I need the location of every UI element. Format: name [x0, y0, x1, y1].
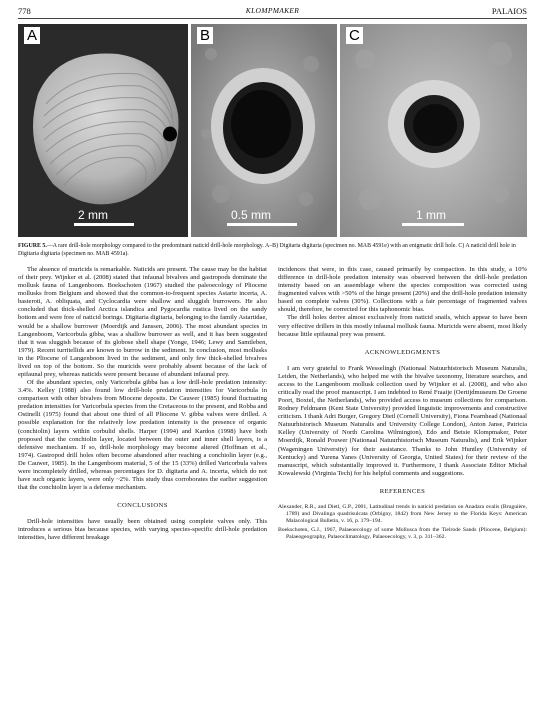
- drill-hole-photo-b: [191, 24, 337, 237]
- scale-text-c: 1 mm: [416, 208, 446, 222]
- scale-bar-a: [74, 223, 134, 226]
- reference-entry: Alexander, R.R., and Dietl, G.P., 2001, Latitudinal trends in naticid predation on Anadara ovalis (Bruguière, 1789) and Divalinga quadrisulcata (Orbigny, 1842) from New Jersey to the Florida Keys: American Malacological Bulletin, v. 16, p. 179–194.: [278, 503, 527, 525]
- acknowledgments-heading: ACKNOWLEDGMENTS: [364, 348, 441, 356]
- figure-panel-a: [18, 24, 188, 237]
- conclusions-paragraph: Drill-hole intensities have usually been obtained using complete valves only. This introduces a serious bias because species, with varying species-specific drill-hole predation intensities, have different breakage: [18, 518, 267, 542]
- panel-label-a: A: [24, 27, 40, 44]
- left-column: [18, 266, 267, 543]
- drill-hole-photo-c: [340, 24, 527, 237]
- caption-label: FIGURE 5.: [18, 243, 47, 249]
- figure-caption: [18, 242, 527, 258]
- scale-text-b: 0.5 mm: [231, 208, 272, 222]
- panel-label-b: B: [197, 27, 213, 44]
- header-rule: [18, 18, 527, 19]
- right-column: [278, 266, 527, 542]
- scale-bar-c: [402, 223, 464, 226]
- caption-text: —A rare drill-hole morphology compared to the predominant naticid drill-hole morphology. A–B) Digitaria digitaria (specimen no. MAB 4591e) with an enigmatic drill hole. C) A naticid drill hole in Digitaria digitaria (specimen no. MAB 4591a).: [18, 243, 516, 257]
- references-list: [278, 504, 527, 541]
- scale-bar-b: [227, 223, 297, 226]
- body-paragraph: The absence of muricids is remarkable. Naticids are present. The cause may be the habitat of their prey. Wijnker et al. (2008) stated that infaunal bivalves and gastropods dominate the mollusk fauna of Langenboom. Boekschoten (1967) studied the paleoecology of Pliocene mollusks from Belgium and showed that the common-to-frequent species Astarte incerta, A. basteroti, A. obliquata, and Cyclocardia were shallow and sluggish burrowers. He also concluded that thick-shelled Arctica islandica and Pygocardia rustica lived on the sandy bottom and were free of naticid borings. Digitaria digitaria, belonging to the family Astartidae, would be a shallow burrower (Moerdijk and Janssen, 2006). The most abundant species in Langenboom, Varicorbula gibba, was a shallow burrower as well, and it has been suggested that it was sluggish because of its globose shell shape (Yonge, 1946; Lewy and Samtleben, 1979). Recent turritellids are known to burrow in the sediment. In conclusion, most mollusks in the Pliocene of Langenboom lived in the sediment, and only few thick-shelled bivalves lived on top of the bottom. So the muricids were probably absent because of the lack of epifaunal prey, whereas naticids were present because of abundant infaunal prey.: [18, 266, 267, 379]
- body-paragraph: Of the abundant species, only Varicorbula gibba has a low drill-hole predation intensity: 3.4%. Kelley (1988) also found low drill-hole predation intensities for Varicorbula in comparison with other bivalves from Miocene deposits. De Cauwer (1985) found fluctuating predation intensities for Varicorbula species from the Cretaceous to the present, and Robba and Ostinelli (1975) found that about one third of all Pliocene V. gibba valves were drilled. A possible explanation for the relatively low predation intensity is the presence of organic (conchiolin) layers within corbulid shells. Harper (1994) and Kardon (1998) have both proposed that the conchiolin layer, located between the outer and inner shell layers, is a defensive mechanism. If so, drill-hole morphology may become altered (Hoffman et al., 1974). Gastropod drill holes often become abandoned after reaching a conchiolin layer (e.g., De Cauwer, 1985). In the Langenboom material, 5 of the 15 (33%) drilled Varicorbula valves were incompletely drilled, whereas percentages for D. digitaria and A. incerta, which do not have such organic layers, were only ~2%. This study thus corroborates the earlier suggestion that the conchiolin layer is a defense mechanism.: [18, 379, 267, 492]
- running-header: [18, 6, 527, 18]
- references-heading: REFERENCES: [379, 487, 426, 495]
- conclusions-heading: CONCLUSIONS: [117, 502, 168, 510]
- body-paragraph: The drill holes derive almost exclusively from naticid snails, which appear to have been very effective drillers in this mostly infaunal mollusk fauna. Muricids were absent, most likely because little epifaunal prey was present.: [278, 314, 527, 338]
- body-paragraph: incidences that were, in this case, caused primarily by compaction. In this study, a 10% difference in drill-hole predation intensity was observed between the drill-hole predation intensity based on an assemblage where the species composition was corrected using fragmented valves with >50% of the hinge present (20%) and the drill-hole predation intensity based on complete valves (30%). Collections with a fair percentage of fragmented valves should, therefore, be corrected for this taphonomic bias.: [278, 266, 527, 314]
- running-author: KLOMPMAKER: [245, 6, 300, 15]
- scale-text-a: 2 mm: [78, 208, 108, 222]
- figure-panel-c: [340, 24, 527, 237]
- journal-name: PALAIOS: [491, 6, 527, 16]
- page-number: 778: [18, 6, 31, 16]
- acknowledgments-paragraph: I am very grateful to Frank Wesselingh (Nationaal Natuurhistorisch Museum Naturalis, Leiden, the Netherlands), who helped me with the bivalve taxonomy, literature searches, and access to the Langenboom mollusk collection used by Wijnker et al. (2008), and who also critically read the proof manuscript. I am indebted to René Fraaije (Oertijdmuseum De Groene Poort, Boxtel, the Netherlands), who provided access to museum collections for comparison. Rodney Feldmann (Kent State University) provided linguistic improvements and constructive criticism. I thank Adri Burger, Gregory Dietl (Cornell University), Fiona Fearnhead (Nationaal Natuurhistorisch Museum Naturalis and University College London), Anton Janse, Patricia Kelley (University of North Carolina Wilmington), Edo and Betsie Klompmaker, Peter Moerdijk, Ronald Pouwer (Nationaal Natuurhistorisch Museum Naturalis), and Erik Wijnker (Wageningen University) for their assistance. Thanks to John Huntley (University of Kentucky) and Yurena Yanes (University of Georgia, United States) for their review of the manuscript, which substantially improved it. Furthermore, I thank Associate Editor Michał Kowalewski (Virginia Tech) for his helpful comments and suggestions.: [278, 364, 527, 477]
- panel-label-c: C: [346, 27, 363, 44]
- figure-panel-b: [191, 24, 337, 237]
- reference-entry: Boekschoten, G.J., 1967, Palaeoecology of some Mollusca from the Tielrode Sands (Pliocene, Belgium): Palaeogeography, Palaeoclimatology, Palaeoecology, v. 3, p. 311–362.: [278, 526, 527, 540]
- shell-photo-a: [18, 24, 188, 237]
